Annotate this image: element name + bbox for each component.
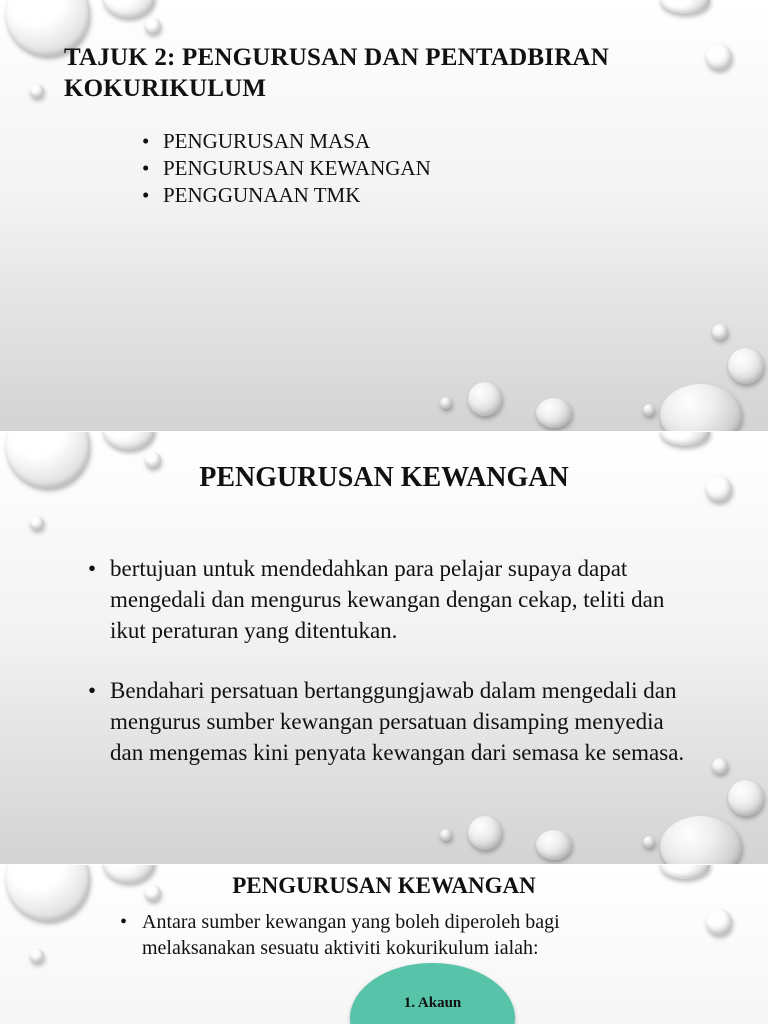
content-list	[88, 553, 688, 797]
water-drop-decoration	[706, 44, 732, 70]
list-item: • PENGURUSAN MASA	[142, 128, 431, 155]
water-drop-decoration	[643, 404, 655, 416]
water-drop-decoration	[728, 780, 764, 816]
water-drop-decoration	[30, 84, 44, 98]
list-item: • PENGGUNAAN TMK	[142, 182, 431, 209]
water-drop-decoration	[712, 324, 728, 340]
slide-1	[0, 0, 768, 432]
water-drop-decoration	[103, 432, 155, 450]
water-drop-decoration	[706, 909, 732, 935]
water-drop-decoration	[440, 829, 452, 841]
list-item: • Bendahari persatuan bertanggungjawab dalam mengedali dan mengurus sumber kewangan persatuan disamping menyedia dan mengemas kini penyata kewangan dari semasa ke semasa.	[88, 675, 688, 768]
slide-2	[0, 432, 768, 865]
list-item: • Antara sumber kewangan yang boleh diperoleh bagi melaksanakan sesuatu aktiviti kokurikulum ialah:	[120, 909, 640, 961]
water-drop-decoration	[468, 382, 502, 416]
water-drop-decoration	[30, 516, 44, 530]
topic-list	[142, 128, 431, 209]
water-drop-decoration	[468, 816, 502, 850]
slide-title: PENGURUSAN KEWANGAN	[199, 462, 569, 493]
water-drop-decoration	[30, 949, 44, 963]
water-drop-decoration	[145, 18, 161, 34]
water-drop-decoration	[103, 0, 155, 18]
oval-label: 1. Akaun	[403, 995, 462, 1011]
water-drop-decoration	[712, 758, 728, 774]
content-list	[120, 909, 640, 961]
slide-title: PENGURUSAN KEWANGAN	[232, 873, 536, 898]
funding-source-oval	[350, 963, 515, 1024]
list-item: • PENGURUSAN KEWANGAN	[142, 155, 431, 182]
water-drop-decoration	[536, 398, 572, 428]
slide-3	[0, 865, 768, 1024]
water-drop-decoration	[660, 0, 710, 14]
slide-title: TAJUK 2: PENGURUSAN DAN PENTADBIRAN KOKURIKULUM	[64, 44, 609, 102]
water-drop-decoration	[536, 830, 572, 860]
water-drop-decoration	[643, 836, 655, 848]
list-item: • bertujuan untuk mendedahkan para pelajar supaya dapat mengedali dan mengurus kewangan dengan cekap, teliti dan ikut peraturan yang ditentukan.	[88, 553, 688, 646]
water-drop-decoration	[660, 816, 742, 865]
water-drop-decoration	[440, 397, 452, 409]
water-drop-decoration	[660, 384, 742, 432]
water-drop-decoration	[660, 432, 710, 446]
water-drop-decoration	[728, 348, 764, 384]
